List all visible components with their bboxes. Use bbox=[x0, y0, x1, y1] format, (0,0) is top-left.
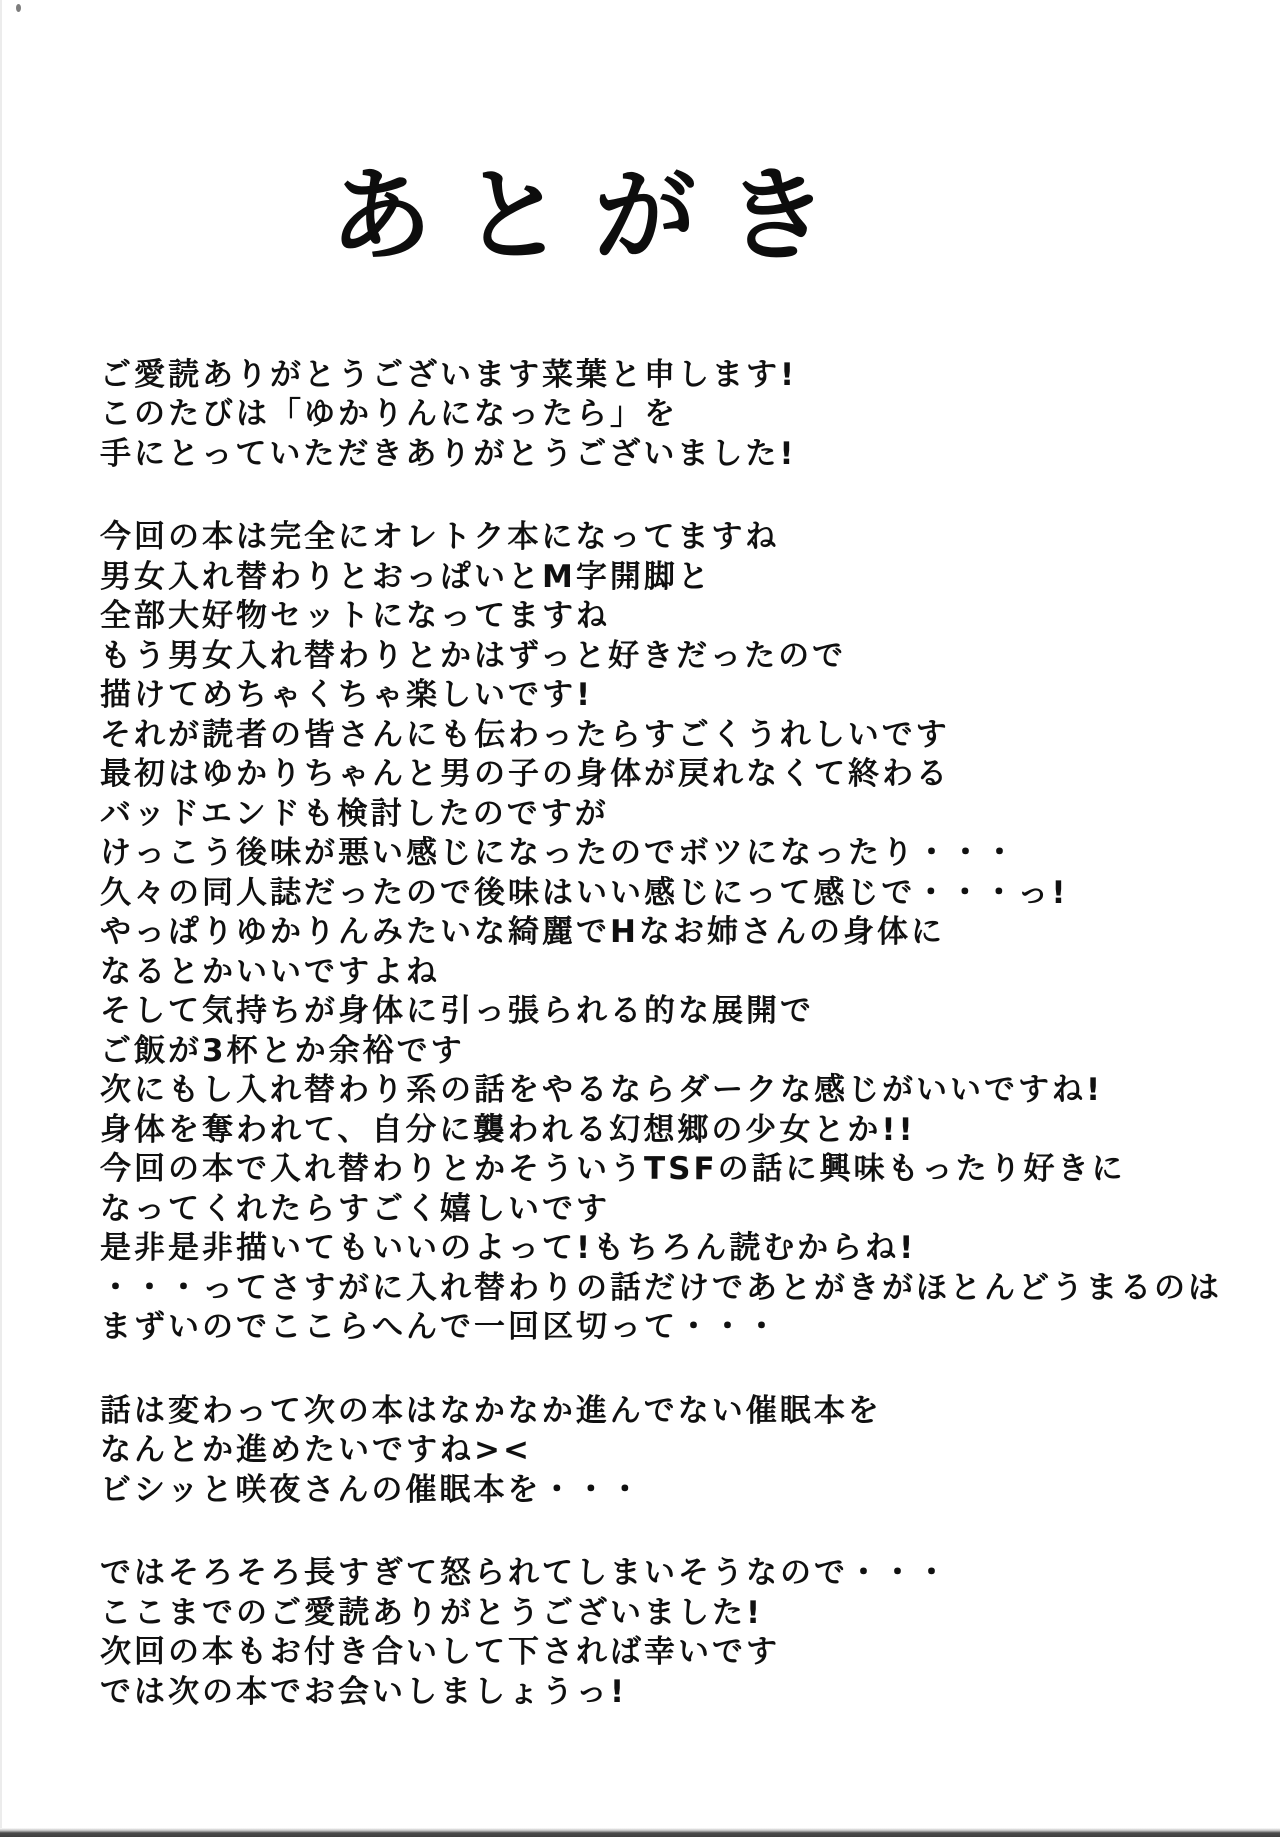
afterword-line: 最初はゆかりちゃんと男の子の身体が戻れなくて終わる bbox=[100, 756, 950, 793]
afterword-line: 久々の同人誌だったので後味はいい感じにって感じで・・・っ! bbox=[100, 874, 1069, 911]
afterword-line: バッドエンドも検討したのですが bbox=[100, 795, 609, 832]
paragraph-main bbox=[100, 518, 1240, 1348]
paragraph-greeting bbox=[100, 356, 1240, 475]
page-title: あとがき bbox=[330, 157, 858, 276]
afterword-line: 次回の本もお付き合いして下されば幸いです bbox=[100, 1634, 780, 1671]
scan-speck bbox=[16, 4, 21, 12]
afterword-line: ご愛読ありがとうございます菜葉と申します! bbox=[100, 356, 798, 393]
afterword-line: ご飯が3杯とか余裕です bbox=[100, 1032, 465, 1069]
afterword-line: 手にとっていただきありがとうございました! bbox=[100, 435, 797, 472]
afterword-line: 男女入れ替わりとおっぱいとM字開脚と bbox=[100, 558, 712, 595]
afterword-line: ・・・ってさすがに入れ替わりの話だけであとがきがほとんどうまるのは bbox=[100, 1269, 1222, 1306]
afterword-line: けっこう後味が悪い感じになったのでボツになったり・・・ bbox=[100, 835, 1018, 872]
afterword-line: もう男女入れ替わりとかはずっと好きだったので bbox=[100, 637, 847, 674]
afterword-line: 今回の本で入れ替わりとかそういうTSFの話に興味もったり好きに bbox=[100, 1151, 1126, 1188]
afterword-body bbox=[100, 356, 1240, 1713]
afterword-line: 話は変わって次の本はなかなか進んでない催眠本を bbox=[100, 1392, 882, 1429]
afterword-line: ビシッと咲夜さんの催眠本を・・・ bbox=[100, 1471, 644, 1508]
afterword-line: ではそろそろ長すぎて怒られてしまいそうなので・・・ bbox=[100, 1555, 950, 1592]
afterword-line: なってくれたらすごく嬉しいです bbox=[100, 1190, 610, 1227]
afterword-line: それが読者の皆さんにも伝わったらすごくうれしいです bbox=[100, 716, 950, 753]
afterword-line: そして気持ちが身体に引っ張られる的な展開で bbox=[100, 993, 814, 1030]
afterword-line: 身体を奪われて、自分に襲われる幻想郷の少女とか!! bbox=[100, 1111, 916, 1148]
afterword-line: 今回の本は完全にオレトク本になってますね bbox=[100, 519, 780, 556]
afterword-line: では次の本でお会いしましょうっ! bbox=[100, 1673, 628, 1710]
afterword-line: 次にもし入れ替わり系の話をやるならダークな感じがいいですね! bbox=[100, 1072, 1104, 1109]
afterword-line: 是非是非描いてもいいのよって!もちろん読むからね! bbox=[100, 1230, 917, 1267]
afterword-line: なるとかいいですよね bbox=[100, 953, 440, 990]
scan-bottom-edge bbox=[0, 1828, 1280, 1837]
paragraph-closing bbox=[100, 1554, 1240, 1712]
afterword-line: やっぱりゆかりんみたいな綺麗でHなお姉さんの身体に bbox=[100, 914, 945, 951]
afterword-line: ここまでのご愛読ありがとうございました! bbox=[100, 1594, 764, 1631]
paragraph-next-book bbox=[100, 1392, 1240, 1511]
afterword-line: 全部大好物セットになってますね bbox=[100, 598, 610, 635]
afterword-line: このたびは「ゆかりんになったら」を bbox=[100, 396, 678, 433]
afterword-line: 描けてめちゃくちゃ楽しいです! bbox=[100, 677, 594, 714]
afterword-line: なんとか進めたいですね>< bbox=[100, 1432, 532, 1469]
afterword-line: まずいのでここらへんで一回区切って・・・ bbox=[100, 1309, 780, 1346]
